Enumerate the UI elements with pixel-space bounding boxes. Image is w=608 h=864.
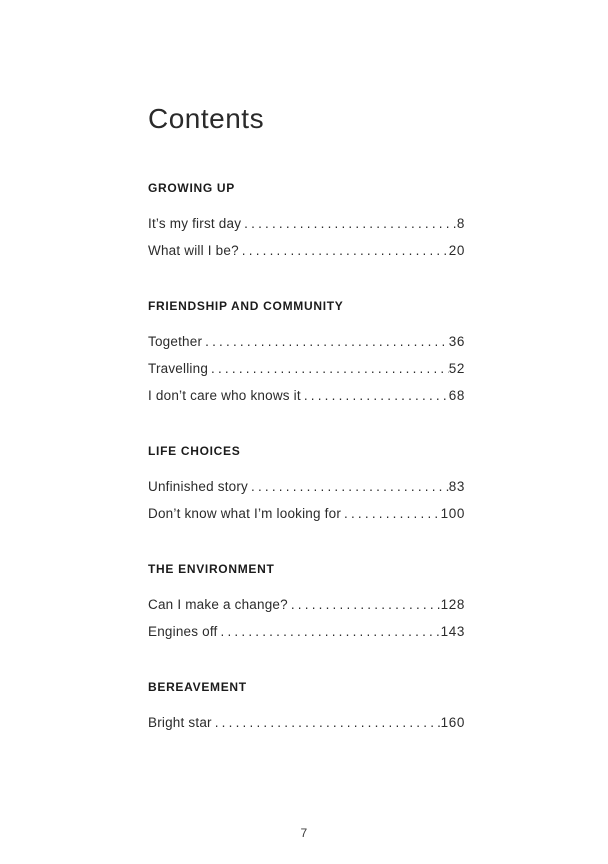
toc-sections	[148, 182, 465, 736]
entry-page-number: 20	[448, 243, 465, 258]
entry-title: Bright star	[148, 715, 212, 730]
dot-leader	[212, 709, 441, 736]
section-entries	[148, 709, 465, 736]
entry-title: Engines off	[148, 624, 218, 639]
entry-title: Don’t know what I’m looking for	[148, 506, 342, 521]
toc-entry	[148, 618, 465, 645]
section-heading: LIFE CHOICES	[148, 444, 241, 458]
toc-entry	[148, 210, 465, 237]
entry-title: Together	[148, 334, 203, 349]
entry-page-number: 143	[440, 624, 465, 639]
entry-title: Travelling	[148, 361, 209, 376]
toc-entry	[148, 500, 465, 527]
entry-page-number: 52	[448, 361, 465, 376]
entry-page-number: 160	[440, 715, 465, 730]
page-title: Contents	[148, 103, 265, 134]
section-entries	[148, 591, 465, 645]
entry-page-number: 128	[440, 597, 465, 612]
section-heading: FRIENDSHIP AND COMMUNITY	[148, 299, 344, 313]
toc-entry	[148, 473, 465, 500]
section-entries	[148, 210, 465, 264]
entry-page-number: 100	[440, 506, 465, 521]
dot-leader	[341, 500, 441, 527]
section-entries	[148, 473, 465, 527]
toc-section	[148, 300, 465, 409]
toc-section	[148, 563, 465, 645]
section-heading: GROWING UP	[148, 181, 235, 195]
dot-leader	[218, 618, 441, 645]
toc-section	[148, 182, 465, 264]
toc-entry	[148, 709, 465, 736]
toc-entry	[148, 328, 465, 355]
section-entries	[148, 328, 465, 409]
dot-leader	[208, 355, 449, 382]
page-footer	[0, 824, 608, 842]
entry-title: Unfinished story	[148, 479, 248, 494]
toc-section	[148, 445, 465, 527]
section-heading: BEREAVEMENT	[148, 680, 247, 694]
entry-title: What will I be?	[148, 243, 239, 258]
entry-page-number: 36	[448, 334, 465, 349]
dot-leader	[239, 237, 449, 264]
entry-title: Can I make a change?	[148, 597, 288, 612]
entry-page-number: 68	[448, 388, 465, 403]
entry-page-number: 83	[448, 479, 465, 494]
dot-leader	[241, 210, 457, 237]
entry-page-number: 8	[456, 216, 465, 231]
dot-leader	[202, 328, 449, 355]
dot-leader	[248, 473, 449, 500]
dot-leader	[301, 382, 449, 409]
toc-entry	[148, 237, 465, 264]
entry-title: I don’t care who knows it	[148, 388, 301, 403]
folio-page-number: 7	[300, 826, 308, 840]
toc-entry	[148, 355, 465, 382]
toc-entry	[148, 382, 465, 409]
toc-section	[148, 681, 465, 736]
section-heading: THE ENVIRONMENT	[148, 562, 275, 576]
entry-title: It’s my first day	[148, 216, 242, 231]
toc-entry	[148, 591, 465, 618]
dot-leader	[288, 591, 441, 618]
